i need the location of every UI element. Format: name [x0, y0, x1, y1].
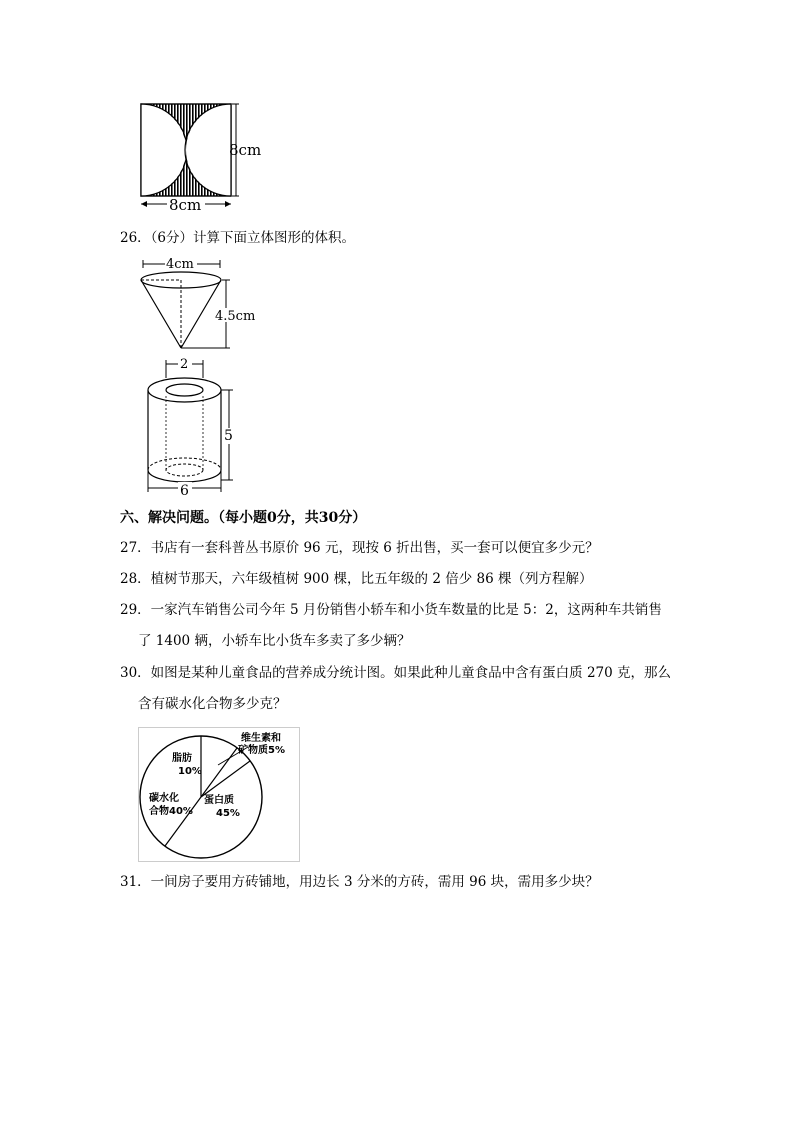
- carb-label-1: 碳水化: [149, 793, 179, 804]
- vitamin-label-1: 维生素和: [241, 733, 281, 744]
- height-label: 8cm: [229, 141, 262, 159]
- tube-outer-label: 6: [180, 483, 189, 498]
- carb-label-2: 合物40%: [149, 806, 193, 817]
- question-27: 27．书店有一套科普丛书原价 96 元，现按 6 折出售，买一套可以便宜多少元？: [120, 540, 599, 556]
- width-label: 8cm: [169, 196, 202, 214]
- tube-height-label: 5: [224, 428, 233, 444]
- question-31: 31．一间房子要用方砖铺地，用边长 3 分米的方砖，需用 96 块，需用多少块？: [120, 874, 599, 890]
- question-30-line2: 含有碳水化合物多少克？: [138, 696, 287, 712]
- fat-percent: 10%: [178, 766, 202, 777]
- question-26: 26．（6分）计算下面立体图形的体积。: [120, 230, 356, 246]
- hollow-cylinder-figure: [140, 356, 245, 498]
- cone-height-label: 4.5cm: [215, 309, 256, 324]
- nutrition-pie-chart: [138, 727, 300, 862]
- question-28: 28．植树节那天，六年级植树 900 棵，比五年级的 2 倍少 86 棵（列方程解）: [120, 571, 593, 587]
- vitamin-label-2: 矿物质5%: [238, 745, 285, 756]
- cone-diameter-label: 4cm: [166, 257, 194, 272]
- question-30-line1: 30．如图是某种儿童食品的营养成分统计图。如果此种儿童食品中含有蛋白质 270 克，那么: [120, 665, 672, 681]
- section-title: 六、解决问题。（每小题0分，共30分）: [120, 510, 367, 526]
- square-semicircle-figure: [135, 100, 265, 215]
- question-29-line2: 了 1400 辆，小轿车比小货车多卖了多少辆？: [138, 633, 411, 649]
- question-29-line1: 29．一家汽车销售公司今年 5 月份销售小轿车和小货车数量的比是 5：2，这两种车共销售: [120, 602, 662, 618]
- fat-label: 脂肪: [172, 753, 192, 764]
- cone-figure: [135, 252, 260, 357]
- tube-inner-label: 2: [180, 357, 189, 372]
- protein-label: 蛋白质: [204, 795, 234, 806]
- protein-percent: 45%: [216, 808, 240, 819]
